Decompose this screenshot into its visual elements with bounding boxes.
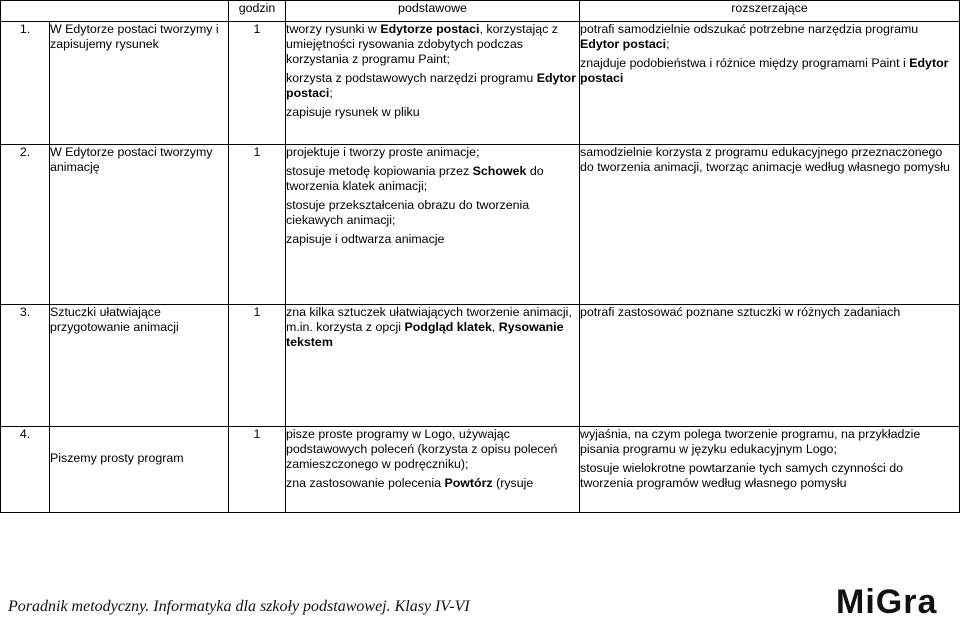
row-topic: W Edytorze postaci tworzymy i zapisujemy rysunek: [50, 22, 229, 145]
table-row: [1, 145, 960, 305]
requirement-paragraph: [580, 427, 959, 457]
plain-text: tworzy rysunki w: [286, 22, 381, 36]
row-topic: Piszemy prosty program: [50, 427, 229, 513]
row-extended-requirements: [580, 145, 960, 305]
plain-text: stosuje metodę kopiowania przez: [286, 164, 473, 178]
requirement-paragraph: [286, 232, 579, 247]
row-basic-requirements: [286, 427, 580, 513]
row-number: 4.: [1, 427, 50, 513]
row-topic: Sztuczki ułatwiające przygotowanie animacji: [50, 305, 229, 427]
row-extended-requirements: [580, 427, 960, 513]
table-row: [1, 427, 960, 513]
plain-text: potrafi zastosować poznane sztuczki w różnych zadaniach: [580, 305, 901, 319]
emphasis-text: Edytor postaci: [580, 37, 667, 51]
header-extended: rozszerzające: [580, 1, 960, 22]
row-hours: 1: [229, 22, 286, 145]
emphasis-text: Edytor postaci: [286, 71, 576, 100]
plain-text: (rysuje: [492, 476, 534, 490]
header-row: [1, 1, 960, 22]
emphasis-text: Rysowanie tekstem: [286, 320, 564, 349]
plain-text: znajduje podobieństwa i różnice między programami Paint i: [580, 56, 910, 70]
emphasis-text: Podgląd klatek: [404, 320, 492, 334]
requirement-paragraph: [580, 461, 959, 491]
publisher-logo: MiGra: [836, 583, 938, 621]
row-number: 3.: [1, 305, 50, 427]
requirement-paragraph: [286, 22, 579, 67]
table-row: [1, 305, 960, 427]
plain-text: potrafi samodzielnie odszukać potrzebne narzędzia programu: [580, 22, 919, 36]
plain-text: zapisuje i odtwarza animacje: [286, 232, 445, 246]
header-blank: [1, 1, 229, 22]
requirement-paragraph: [286, 198, 579, 228]
plain-text: zna zastosowanie polecenia: [286, 476, 445, 490]
requirement-paragraph: [580, 22, 959, 52]
row-hours: 1: [229, 145, 286, 305]
row-basic-requirements: [286, 22, 580, 145]
plain-text: projektuje i tworzy proste animacje;: [286, 145, 480, 159]
row-basic-requirements: [286, 145, 580, 305]
plain-text: ,: [491, 320, 499, 334]
plain-text: wyjaśnia, na czym polega tworzenie programu, na przykładzie pisania programu w języku edukacyjnym Logo;: [580, 427, 921, 456]
requirement-paragraph: [580, 145, 959, 175]
header-hours: godzin: [229, 1, 286, 22]
row-extended-requirements: [580, 22, 960, 145]
row-number: 1.: [1, 22, 50, 145]
plain-text: korzysta z podstawowych narzędzi programu: [286, 71, 537, 85]
plain-text: , korzystając z umiejętności rysowania zdobytych podczas korzystania z programu Paint;: [286, 22, 558, 66]
requirement-paragraph: [286, 145, 579, 160]
requirement-paragraph: [286, 105, 579, 120]
emphasis-text: Edytor postaci: [580, 56, 949, 85]
footer-caption: Poradnik metodyczny. Informatyka dla szkoły podstawowej. Klasy IV-VI: [8, 598, 470, 615]
plain-text: pisze proste programy w Logo, używając podstawowych poleceń (korzysta z opisu poleceń zamieszczonego w podręczniku);: [286, 427, 558, 471]
plain-text: zna kilka sztuczek ułatwiających tworzenie animacji, m.in. korzysta z opcji: [286, 305, 572, 334]
requirement-paragraph: [286, 305, 579, 350]
plain-text: stosuje przekształcenia obrazu do tworzenia ciekawych animacji;: [286, 198, 530, 227]
row-number: 2.: [1, 145, 50, 305]
header-basic: podstawowe: [286, 1, 580, 22]
emphasis-text: Schowek: [472, 164, 527, 178]
requirement-paragraph: [580, 56, 959, 86]
row-basic-requirements: [286, 305, 580, 427]
requirement-paragraph: [286, 427, 579, 472]
table-row: [1, 22, 960, 145]
plain-text: samodzielnie korzysta z programu edukacyjnego przeznaczonego do tworzenia animacji, tworząc animacje według własnego pomysłu: [580, 145, 950, 174]
row-topic: W Edytorze postaci tworzymy animację: [50, 145, 229, 305]
plain-text: ;: [329, 86, 333, 100]
row-extended-requirements: [580, 305, 960, 427]
emphasis-text: Powtórz: [444, 476, 493, 490]
plain-text: zapisuje rysunek w pliku: [286, 105, 420, 119]
requirement-paragraph: [286, 71, 579, 101]
row-hours: 1: [229, 305, 286, 427]
row-hours: 1: [229, 427, 286, 513]
plain-text: do tworzenia klatek animacji;: [286, 164, 544, 193]
emphasis-text: Edytorze postaci: [380, 22, 480, 36]
plain-text: stosuje wielokrotne powtarzanie tych samych czynności do tworzenia programów według własnego pomysłu: [580, 461, 903, 490]
plain-text: ;: [666, 37, 670, 51]
requirement-paragraph: [580, 305, 959, 320]
requirement-paragraph: [286, 164, 579, 194]
requirement-paragraph: [286, 476, 579, 491]
